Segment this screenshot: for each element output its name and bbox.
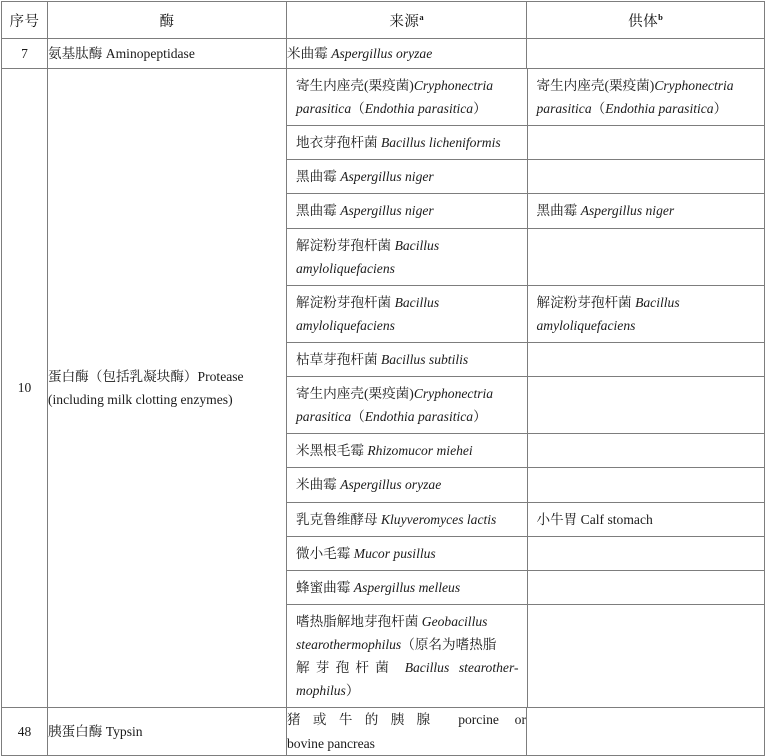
source-cell bbox=[287, 194, 527, 228]
table-row bbox=[2, 39, 765, 69]
source-cell bbox=[287, 228, 527, 285]
source-latin: Aspergillus oryzae bbox=[340, 477, 441, 492]
donor-latin: Aspergillus niger bbox=[581, 203, 675, 218]
source-cn: 寄生内座壳(栗疫菌) bbox=[296, 386, 414, 401]
donor-text bbox=[528, 540, 765, 566]
sub-row bbox=[287, 285, 765, 342]
header-source-label: 来源 bbox=[389, 14, 419, 30]
source-cn: 黑曲霉 bbox=[296, 203, 340, 218]
entry-enzyme bbox=[48, 39, 287, 69]
source-text bbox=[287, 286, 527, 342]
donor-latin: Bacillus bbox=[635, 295, 680, 310]
enzyme-line: (including milk clotting enzymes) bbox=[48, 388, 286, 411]
source-latin-synonym: Endothia parasitica bbox=[365, 101, 473, 116]
source-latin-synonym: Endothia parasitica bbox=[365, 409, 473, 424]
source-text bbox=[287, 126, 527, 159]
donor-cell bbox=[527, 285, 765, 342]
source-latin: Aspergillus niger bbox=[340, 203, 434, 218]
source-text bbox=[287, 160, 527, 193]
table-row bbox=[2, 708, 765, 756]
source-latin: Mucor pusillus bbox=[354, 546, 436, 561]
source-paren-open: （ bbox=[351, 101, 365, 116]
donor-cn: 小牛胃 Calf stomach bbox=[537, 512, 653, 527]
source-cell bbox=[287, 69, 527, 126]
donor-text bbox=[528, 472, 765, 498]
source-paren-close: ） bbox=[473, 409, 487, 424]
donor-text bbox=[528, 130, 765, 156]
source-text bbox=[287, 434, 527, 467]
donor-text bbox=[528, 164, 765, 190]
source-former-name-note: （原名为嗜热脂 bbox=[401, 637, 496, 652]
donor-text bbox=[528, 392, 765, 418]
sub-row bbox=[287, 228, 765, 285]
donor-cell bbox=[527, 194, 765, 228]
donor-cn: 黑曲霉 bbox=[537, 203, 581, 218]
source-cell bbox=[287, 434, 527, 468]
header-no: 序号 bbox=[2, 2, 48, 39]
source-latin: Aspergillus oryzae bbox=[331, 46, 432, 61]
source-latin: Bacillus licheniformis bbox=[381, 135, 501, 150]
donor-text bbox=[528, 347, 765, 373]
source-cn: 解淀粉芽孢杆菌 bbox=[296, 238, 395, 253]
donor-cell bbox=[527, 468, 765, 502]
donor-text bbox=[528, 643, 765, 669]
source-latin: Aspergillus melleus bbox=[354, 580, 460, 595]
source-latin-2: amyloliquefaciens bbox=[296, 318, 395, 333]
source-paren-open: （ bbox=[351, 409, 365, 424]
source-latin-2: parasitica bbox=[296, 101, 351, 116]
source-text bbox=[287, 503, 527, 536]
source-line-1: 猪或牛的胰腺 porcine or bbox=[287, 708, 526, 731]
donor-text bbox=[528, 574, 765, 600]
sub-row bbox=[287, 604, 765, 707]
source-cn: 米曲霉 bbox=[287, 46, 331, 61]
sub-row bbox=[287, 434, 765, 468]
sub-row bbox=[287, 570, 765, 604]
source-cell bbox=[287, 285, 527, 342]
source-cell bbox=[287, 536, 527, 570]
donor-latin-synonym: Endothia parasitica bbox=[605, 101, 713, 116]
source-donor-group bbox=[287, 69, 765, 708]
enzyme-line: 氨基肽酶 Aminopeptidase bbox=[48, 42, 286, 65]
donor-cell bbox=[527, 39, 765, 69]
document-page bbox=[0, 1, 765, 647]
donor-cell bbox=[527, 160, 765, 194]
source-cn: 寄生内座壳(栗疫菌) bbox=[296, 78, 414, 93]
sub-row bbox=[287, 342, 765, 376]
table-header bbox=[2, 2, 765, 39]
source-latin-2: parasitica bbox=[296, 409, 351, 424]
source-cell bbox=[287, 468, 527, 502]
source-cn: 乳克鲁维酵母 bbox=[296, 512, 381, 527]
source-latin: Bacillus bbox=[395, 238, 440, 253]
donor-cell bbox=[527, 502, 765, 536]
donor-paren-open: （ bbox=[592, 101, 606, 116]
source-cell bbox=[287, 708, 527, 756]
source-cell bbox=[287, 160, 527, 194]
sub-row bbox=[287, 126, 765, 160]
donor-text bbox=[528, 503, 765, 536]
sub-row bbox=[287, 502, 765, 536]
donor-cell bbox=[527, 228, 765, 285]
source-text bbox=[287, 605, 527, 707]
source-text bbox=[287, 194, 527, 227]
source-cn: 微小毛霉 bbox=[296, 546, 354, 561]
source-latin: Cryphonectria bbox=[414, 386, 493, 401]
entry-enzyme bbox=[48, 69, 287, 708]
source-line-2: bovine pancreas bbox=[287, 732, 526, 755]
source-latin: Aspergillus niger bbox=[340, 169, 434, 184]
source-paren-close: ） bbox=[473, 101, 487, 116]
donor-text bbox=[528, 69, 765, 125]
source-cell bbox=[287, 126, 527, 160]
donor-text bbox=[528, 286, 765, 342]
source-text bbox=[287, 69, 527, 125]
enzyme-source-donor-table bbox=[1, 1, 765, 756]
source-latin: Bacillus bbox=[395, 295, 440, 310]
header-source-footnote-marker: a bbox=[419, 12, 423, 22]
source-text bbox=[287, 537, 527, 570]
sub-row bbox=[287, 468, 765, 502]
source-text bbox=[287, 229, 527, 285]
donor-cell bbox=[527, 604, 765, 707]
source-cell bbox=[287, 342, 527, 376]
source-cn: 地衣芽孢杆菌 bbox=[296, 135, 381, 150]
source-cn: 米曲霉 bbox=[296, 477, 340, 492]
header-donor-footnote-marker: b bbox=[658, 12, 663, 22]
donor-cn: 寄生内座壳(栗疫菌) bbox=[537, 78, 655, 93]
source-cell bbox=[287, 502, 527, 536]
donor-text bbox=[528, 438, 765, 464]
header-source bbox=[287, 2, 527, 39]
source-cn: 蜂蜜曲霉 bbox=[296, 580, 354, 595]
source-latin: Bacillus subtilis bbox=[381, 352, 468, 367]
enzyme-line: 胰蛋白酶 Typsin bbox=[48, 720, 286, 743]
source-latin-2: stearothermophilus bbox=[296, 637, 401, 652]
source-latin-3: Bacillus stearother- bbox=[405, 660, 519, 675]
sub-row bbox=[287, 160, 765, 194]
sub-row bbox=[287, 536, 765, 570]
donor-cell bbox=[527, 708, 765, 756]
donor-latin-2: parasitica bbox=[537, 101, 592, 116]
donor-text bbox=[528, 244, 765, 270]
donor-cell bbox=[527, 570, 765, 604]
header-enzyme: 酶 bbox=[48, 2, 287, 39]
sub-row bbox=[287, 69, 765, 126]
donor-cell bbox=[527, 536, 765, 570]
donor-latin: Cryphonectria bbox=[654, 78, 733, 93]
header-donor-label: 供体 bbox=[628, 14, 658, 30]
sub-row bbox=[287, 377, 765, 434]
source-cn: 嗜热脂解地芽孢杆菌 bbox=[296, 614, 422, 629]
donor-cell bbox=[527, 342, 765, 376]
source-paren-close: ） bbox=[346, 683, 360, 698]
source-latin-2: amyloliquefaciens bbox=[296, 261, 395, 276]
source-text bbox=[287, 377, 527, 433]
source-cn: 枯草芽孢杆菌 bbox=[296, 352, 381, 367]
entry-no: 48 bbox=[2, 708, 48, 756]
source-text bbox=[287, 468, 527, 501]
donor-paren-close: ） bbox=[714, 101, 728, 116]
source-latin: Rhizomucor miehei bbox=[367, 443, 472, 458]
source-cell bbox=[287, 377, 527, 434]
donor-cell bbox=[527, 434, 765, 468]
source-latin: Kluyveromyces lactis bbox=[381, 512, 496, 527]
donor-cell bbox=[527, 377, 765, 434]
header-row bbox=[2, 2, 765, 39]
source-cell bbox=[287, 39, 527, 69]
sub-row bbox=[287, 194, 765, 228]
entry-no: 10 bbox=[2, 69, 48, 708]
table-body bbox=[2, 39, 765, 756]
header-donor bbox=[527, 2, 765, 39]
source-latin: Cryphonectria bbox=[414, 78, 493, 93]
source-text bbox=[287, 571, 527, 604]
source-cn: 米黑根毛霉 bbox=[296, 443, 367, 458]
source-latin: Geobacillus bbox=[422, 614, 488, 629]
donor-latin-2: amyloliquefaciens bbox=[537, 318, 636, 333]
source-cn-3: 解芽孢杆菌 bbox=[296, 660, 405, 675]
source-cell bbox=[287, 604, 527, 707]
source-donor-subtable bbox=[287, 69, 765, 707]
table-row bbox=[2, 69, 765, 708]
donor-cell bbox=[527, 126, 765, 160]
source-cell bbox=[287, 570, 527, 604]
source-text bbox=[287, 343, 527, 376]
source-cn: 解淀粉芽孢杆菌 bbox=[296, 295, 395, 310]
entry-enzyme bbox=[48, 708, 287, 756]
entry-no: 7 bbox=[2, 39, 48, 69]
donor-cell bbox=[527, 69, 765, 126]
donor-cn: 解淀粉芽孢杆菌 bbox=[537, 295, 636, 310]
source-cn: 黑曲霉 bbox=[296, 169, 340, 184]
donor-text bbox=[528, 194, 765, 227]
enzyme-line: 蛋白酶（包括乳凝块酶）Protease bbox=[48, 365, 286, 388]
source-latin-4: mophilus bbox=[296, 683, 346, 698]
